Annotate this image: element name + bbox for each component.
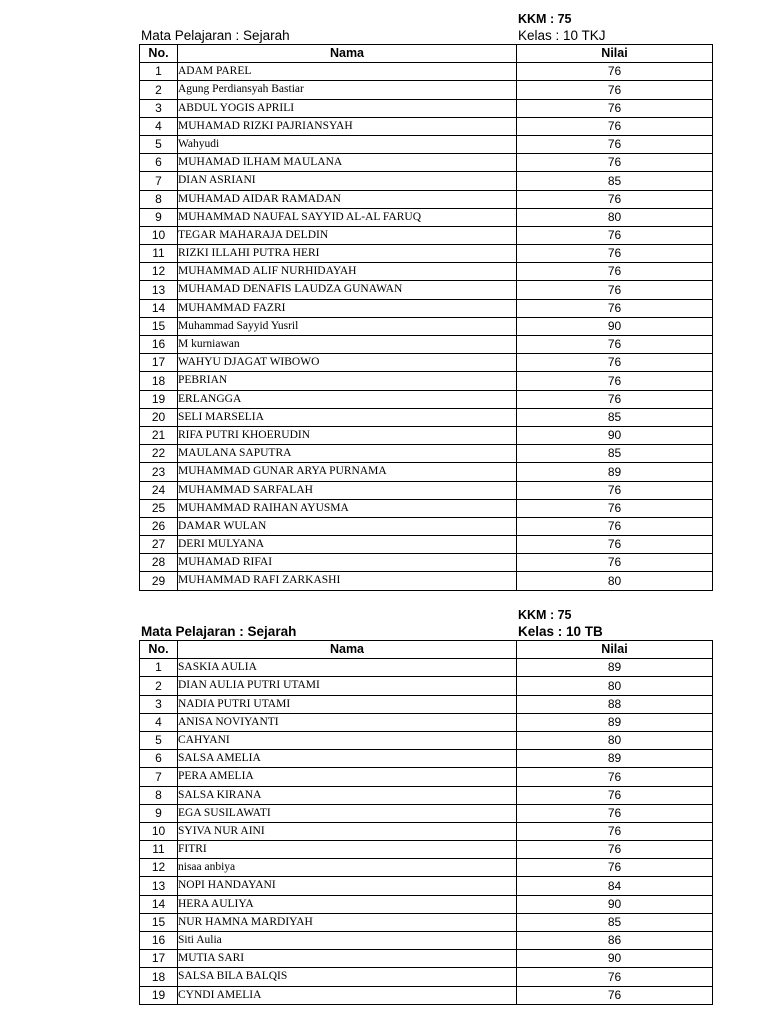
row-number: 6 [140,750,178,768]
row-number: 6 [140,154,178,172]
student-name: SALSA BILA BALQIS [178,968,517,986]
row-number: 9 [140,804,178,822]
table-row [140,768,713,786]
student-name: Muhammad Sayyid Yusril [178,317,517,335]
table-row [140,986,713,1004]
table-row [140,877,713,895]
table-row [140,859,713,877]
student-name: TEGAR MAHARAJA DELDIN [178,226,517,244]
grade-value: 80 [517,572,713,590]
table-row [140,932,713,950]
grade-value: 88 [517,695,713,713]
student-name: SASKIA AULIA [178,659,517,677]
row-number: 1 [140,63,178,81]
grade-value: 76 [517,135,713,153]
row-number: 11 [140,245,178,263]
grade-value: 76 [517,354,713,372]
row-number: 18 [140,372,178,390]
class-label: Kelas : 10 TB [518,624,603,639]
row-number: 12 [140,859,178,877]
table-row [140,63,713,81]
grade-value: 76 [517,481,713,499]
table-row [140,695,713,713]
grade-value: 80 [517,208,713,226]
student-name: PEBRIAN [178,372,517,390]
grade-value: 90 [517,317,713,335]
grade-value: 89 [517,463,713,481]
row-number: 13 [140,281,178,299]
table-row [140,731,713,749]
grade-value: 76 [517,986,713,1004]
table-row [140,190,713,208]
row-number: 24 [140,481,178,499]
row-number: 22 [140,445,178,463]
table-row [140,208,713,226]
row-number: 12 [140,263,178,281]
row-number: 19 [140,986,178,1004]
table-row [140,172,713,190]
student-name: MUHAMAD ILHAM MAULANA [178,154,517,172]
grade-value: 76 [517,517,713,535]
student-name: Agung Perdiansyah Bastiar [178,81,517,99]
grades-table [139,640,713,1005]
grade-value: 85 [517,172,713,190]
row-number: 8 [140,786,178,804]
table-row [140,299,713,317]
grade-value: 76 [517,786,713,804]
student-name: NOPI HANDAYANI [178,877,517,895]
table-row [140,968,713,986]
table-row [140,517,713,535]
grade-value: 76 [517,499,713,517]
grade-value: 89 [517,659,713,677]
header-nama: Nama [178,45,517,63]
grade-value: 84 [517,877,713,895]
table-row [140,263,713,281]
student-name: FITRI [178,841,517,859]
row-number: 9 [140,208,178,226]
grade-value: 90 [517,950,713,968]
row-number: 21 [140,426,178,444]
grade-value: 76 [517,281,713,299]
table-header-row [140,45,713,63]
row-number: 19 [140,390,178,408]
grade-value: 80 [517,731,713,749]
student-name: WAHYU DJAGAT WIBOWO [178,354,517,372]
row-number: 10 [140,226,178,244]
student-name: SELI MARSELIA [178,408,517,426]
row-number: 7 [140,768,178,786]
row-number: 28 [140,554,178,572]
student-name: DAMAR WULAN [178,517,517,535]
grade-value: 76 [517,390,713,408]
class-label: Kelas : 10 TKJ [518,28,606,43]
grade-value: 76 [517,768,713,786]
table-row [140,841,713,859]
row-number: 18 [140,968,178,986]
row-number: 25 [140,499,178,517]
student-name: MUHAMMAD NAUFAL SAYYID AL-AL FARUQ [178,208,517,226]
grade-value: 76 [517,372,713,390]
grade-value: 89 [517,750,713,768]
student-name: DERI MULYANA [178,536,517,554]
table-row [140,499,713,517]
grades-table [139,44,713,591]
grade-value: 80 [517,677,713,695]
student-name: EGA SUSILAWATI [178,804,517,822]
grade-value: 76 [517,81,713,99]
grade-section-10-tb [139,608,712,1013]
student-name: SYIVA NUR AINI [178,822,517,840]
row-number: 2 [140,677,178,695]
row-number: 7 [140,172,178,190]
student-name: MUHAMAD DENAFIS LAUDZA GUNAWAN [178,281,517,299]
grade-value: 85 [517,408,713,426]
table-row [140,572,713,590]
student-name: RIFA PUTRI KHOERUDIN [178,426,517,444]
table-row [140,154,713,172]
grade-section-10-tkj [139,12,712,597]
row-number: 16 [140,932,178,950]
student-name: Siti Aulia [178,932,517,950]
grade-value: 76 [517,536,713,554]
student-name: MUHAMAD RIFAI [178,554,517,572]
table-body [140,63,713,590]
grade-value: 76 [517,117,713,135]
row-number: 2 [140,81,178,99]
student-name: MUHAMMAD RAFI ZARKASHI [178,572,517,590]
row-number: 1 [140,659,178,677]
subject-label: Mata Pelajaran : Sejarah [141,28,290,43]
student-name: ADAM PAREL [178,63,517,81]
header-nama: Nama [178,641,517,659]
grade-value: 76 [517,299,713,317]
student-name: M kurniawan [178,336,517,354]
table-body [140,659,713,1005]
grade-value: 76 [517,822,713,840]
grade-value: 76 [517,841,713,859]
student-name: MUHAMMAD RAIHAN AYUSMA [178,499,517,517]
grade-value: 76 [517,154,713,172]
header-no: No. [140,641,178,659]
student-name: MAULANA SAPUTRA [178,445,517,463]
table-row [140,677,713,695]
student-name: NADIA PUTRI UTAMI [178,695,517,713]
table-row [140,117,713,135]
table-row [140,408,713,426]
grade-value: 76 [517,190,713,208]
table-row [140,950,713,968]
row-number: 15 [140,317,178,335]
student-name: CAHYANI [178,731,517,749]
student-name: SALSA KIRANA [178,786,517,804]
subject-label: Mata Pelajaran : Sejarah [141,624,297,639]
table-row [140,336,713,354]
student-name: DIAN ASRIANI [178,172,517,190]
kkm-label: KKM : 75 [518,12,572,26]
grade-value: 76 [517,859,713,877]
grade-value: 76 [517,554,713,572]
student-name: MUHAMAD RIZKI PAJRIANSYAH [178,117,517,135]
student-name: ANISA NOVIYANTI [178,713,517,731]
table-row [140,445,713,463]
table-row [140,713,713,731]
student-name: Wahyudi [178,135,517,153]
student-name: ABDUL YOGIS APRILI [178,99,517,117]
grade-value: 76 [517,99,713,117]
row-number: 20 [140,408,178,426]
table-row [140,659,713,677]
table-row [140,354,713,372]
grade-value: 76 [517,226,713,244]
student-name: MUHAMMAD FAZRI [178,299,517,317]
grade-value: 76 [517,263,713,281]
student-name: DIAN AULIA PUTRI UTAMI [178,677,517,695]
row-number: 14 [140,299,178,317]
table-row [140,554,713,572]
student-name: MUHAMAD AIDAR RAMADAN [178,190,517,208]
table-row [140,81,713,99]
student-name: HERA AULIYA [178,895,517,913]
grade-value: 76 [517,336,713,354]
table-row [140,390,713,408]
student-name: NUR HAMNA MARDIYAH [178,913,517,931]
student-name: MUHAMMAD SARFALAH [178,481,517,499]
table-header-row [140,641,713,659]
grade-value: 90 [517,895,713,913]
row-number: 4 [140,117,178,135]
row-number: 4 [140,713,178,731]
table-row [140,895,713,913]
kkm-label: KKM : 75 [518,608,572,622]
student-name: RIZKI ILLAHI PUTRA HERI [178,245,517,263]
table-row [140,822,713,840]
table-row [140,317,713,335]
header-nilai: Nilai [517,45,713,63]
grade-value: 76 [517,63,713,81]
table-row [140,536,713,554]
grade-value: 90 [517,426,713,444]
student-name: MUTIA SARI [178,950,517,968]
student-name: nisaa anbiya [178,859,517,877]
row-number: 27 [140,536,178,554]
row-number: 13 [140,877,178,895]
student-name: ERLANGGA [178,390,517,408]
row-number: 17 [140,354,178,372]
header-nilai: Nilai [517,641,713,659]
table-row [140,426,713,444]
grade-value: 85 [517,913,713,931]
row-number: 26 [140,517,178,535]
student-name: CYNDI AMELIA [178,986,517,1004]
row-number: 5 [140,731,178,749]
header-no: No. [140,45,178,63]
row-number: 5 [140,135,178,153]
row-number: 17 [140,950,178,968]
table-row [140,245,713,263]
student-name: SALSA AMELIA [178,750,517,768]
row-number: 8 [140,190,178,208]
grade-value: 76 [517,968,713,986]
grade-value: 76 [517,804,713,822]
table-row [140,804,713,822]
student-name: MUHAMMAD ALIF NURHIDAYAH [178,263,517,281]
table-row [140,226,713,244]
grade-value: 86 [517,932,713,950]
row-number: 15 [140,913,178,931]
table-row [140,481,713,499]
row-number: 14 [140,895,178,913]
grade-value: 76 [517,245,713,263]
table-row [140,750,713,768]
row-number: 3 [140,695,178,713]
table-row [140,281,713,299]
table-row [140,99,713,117]
row-number: 23 [140,463,178,481]
student-name: PERA AMELIA [178,768,517,786]
row-number: 11 [140,841,178,859]
row-number: 3 [140,99,178,117]
grade-value: 85 [517,445,713,463]
row-number: 16 [140,336,178,354]
table-row [140,463,713,481]
table-row [140,913,713,931]
row-number: 29 [140,572,178,590]
student-name: MUHAMMAD GUNAR ARYA PURNAMA [178,463,517,481]
table-row [140,372,713,390]
table-row [140,786,713,804]
row-number: 10 [140,822,178,840]
table-row [140,135,713,153]
grade-value: 89 [517,713,713,731]
